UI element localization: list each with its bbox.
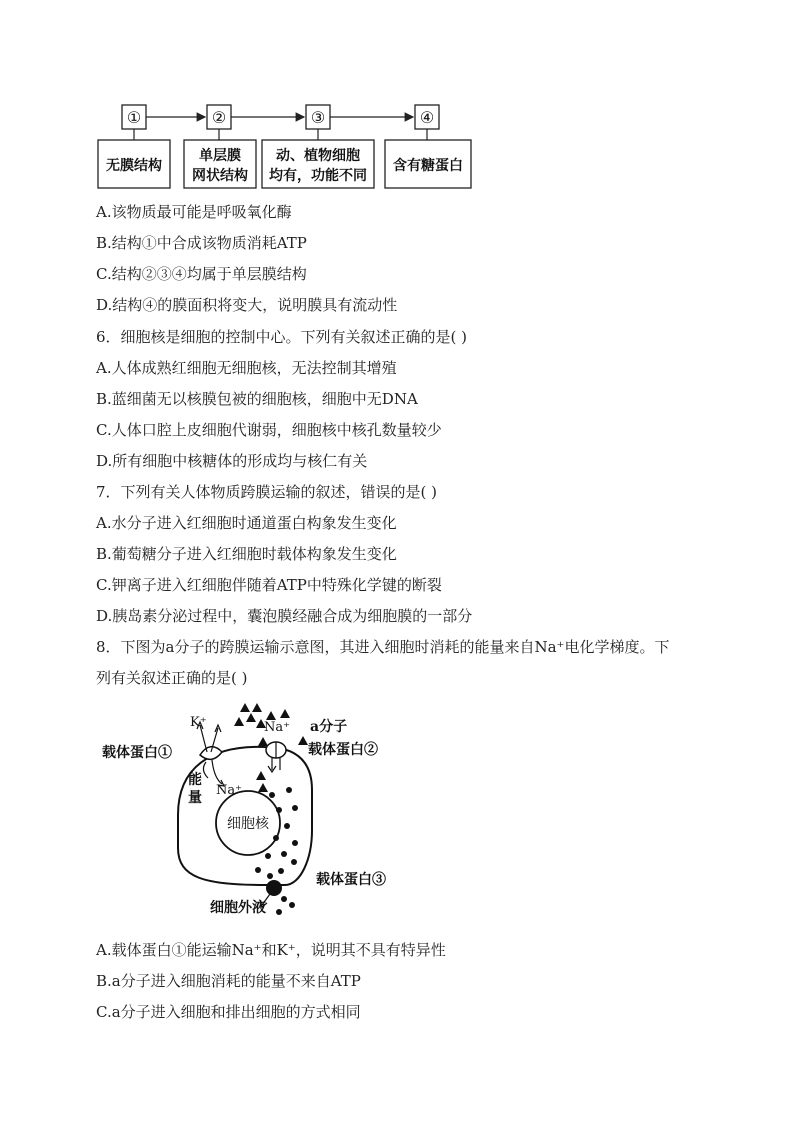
q5-option-d: D.结构④的膜面积将变大，说明膜具有流动性 <box>96 296 398 314</box>
svg-text:动、植物细胞: 动、植物细胞 <box>276 148 360 164</box>
na-outside-label: Na⁺ <box>264 720 290 735</box>
energy-label-2: 量 <box>188 790 202 806</box>
extracellular-label: 细胞外液 <box>210 900 266 916</box>
svg-text:无膜结构: 无膜结构 <box>106 158 162 174</box>
q8-option-b: B.a分子进入细胞消耗的能量不来自ATP <box>96 972 361 990</box>
svg-text:均有，功能不同: 均有，功能不同 <box>269 168 367 184</box>
q7-option-a: A.水分子进入红细胞时通道蛋白构象发生变化 <box>96 514 397 532</box>
q5-option-a: A.该物质最可能是呼吸氧化酶 <box>96 203 292 221</box>
q5-option-c: C.结构②③④均属于单层膜结构 <box>96 265 307 283</box>
q6-option-b: B.蓝细菌无以核膜包被的细胞核，细胞中无DNA <box>96 390 418 408</box>
a-molecules-inside-triangles <box>256 771 268 792</box>
svg-text:含有糖蛋白: 含有糖蛋白 <box>393 158 463 174</box>
carrier1-label: 载体蛋白① <box>102 745 172 761</box>
k-ion-label: K⁺ <box>190 715 207 730</box>
a-molecule-label: a分子 <box>310 719 348 735</box>
q7-option-b: B.葡萄糖分子进入红细胞时载体构象发生变化 <box>96 545 397 563</box>
svg-text:④: ④ <box>419 108 435 127</box>
carrier2-label: 载体蛋白② <box>308 742 378 758</box>
carrier-protein-3 <box>266 880 282 896</box>
q7-option-d: D.胰岛素分泌过程中，囊泡膜经融合成为细胞膜的一部分 <box>96 607 473 625</box>
svg-text:网状结构: 网状结构 <box>192 168 248 184</box>
q5-option-b: B.结构①中合成该物质消耗ATP <box>96 234 307 252</box>
nucleus-label: 细胞核 <box>227 816 269 832</box>
svg-text:③: ③ <box>310 108 326 127</box>
q7-stem: 7．下列有关人体物质跨膜运输的叙述，错误的是( ) <box>96 483 438 501</box>
carrier-protein-2 <box>266 742 286 772</box>
na-inner-label: Na⁺ <box>216 783 242 798</box>
q7-option-c: C.钾离子进入红细胞伴随着ATP中特殊化学键的断裂 <box>96 576 442 594</box>
q6-option-a: A.人体成熟红细胞无细胞核，无法控制其增殖 <box>96 359 397 377</box>
energy-label-1: 能 <box>188 772 202 788</box>
q8-stem-line2: 列有关叙述正确的是( ) <box>96 669 248 687</box>
svg-text:单层膜: 单层膜 <box>199 148 241 164</box>
q8-stem-line1: 8．下图为a分子的跨膜运输示意图，其进入细胞时消耗的能量来自Na⁺电化学梯度。下 <box>96 638 670 656</box>
q6-option-c: C.人体口腔上皮细胞代谢弱，细胞核中核孔数量较少 <box>96 421 442 439</box>
q6-stem: 6．细胞核是细胞的控制中心。下列有关叙述正确的是( ) <box>96 328 468 346</box>
q6-option-d: D.所有细胞中核糖体的形成均与核仁有关 <box>96 452 368 470</box>
q8-option-a: A.载体蛋白①能运输Na⁺和K⁺，说明其不具有特异性 <box>96 941 446 959</box>
q8-option-c: C.a分子进入细胞和排出细胞的方式相同 <box>96 1003 361 1021</box>
carrier3-label: 载体蛋白③ <box>316 872 386 888</box>
svg-text:①: ① <box>126 108 142 127</box>
svg-text:②: ② <box>211 108 227 127</box>
